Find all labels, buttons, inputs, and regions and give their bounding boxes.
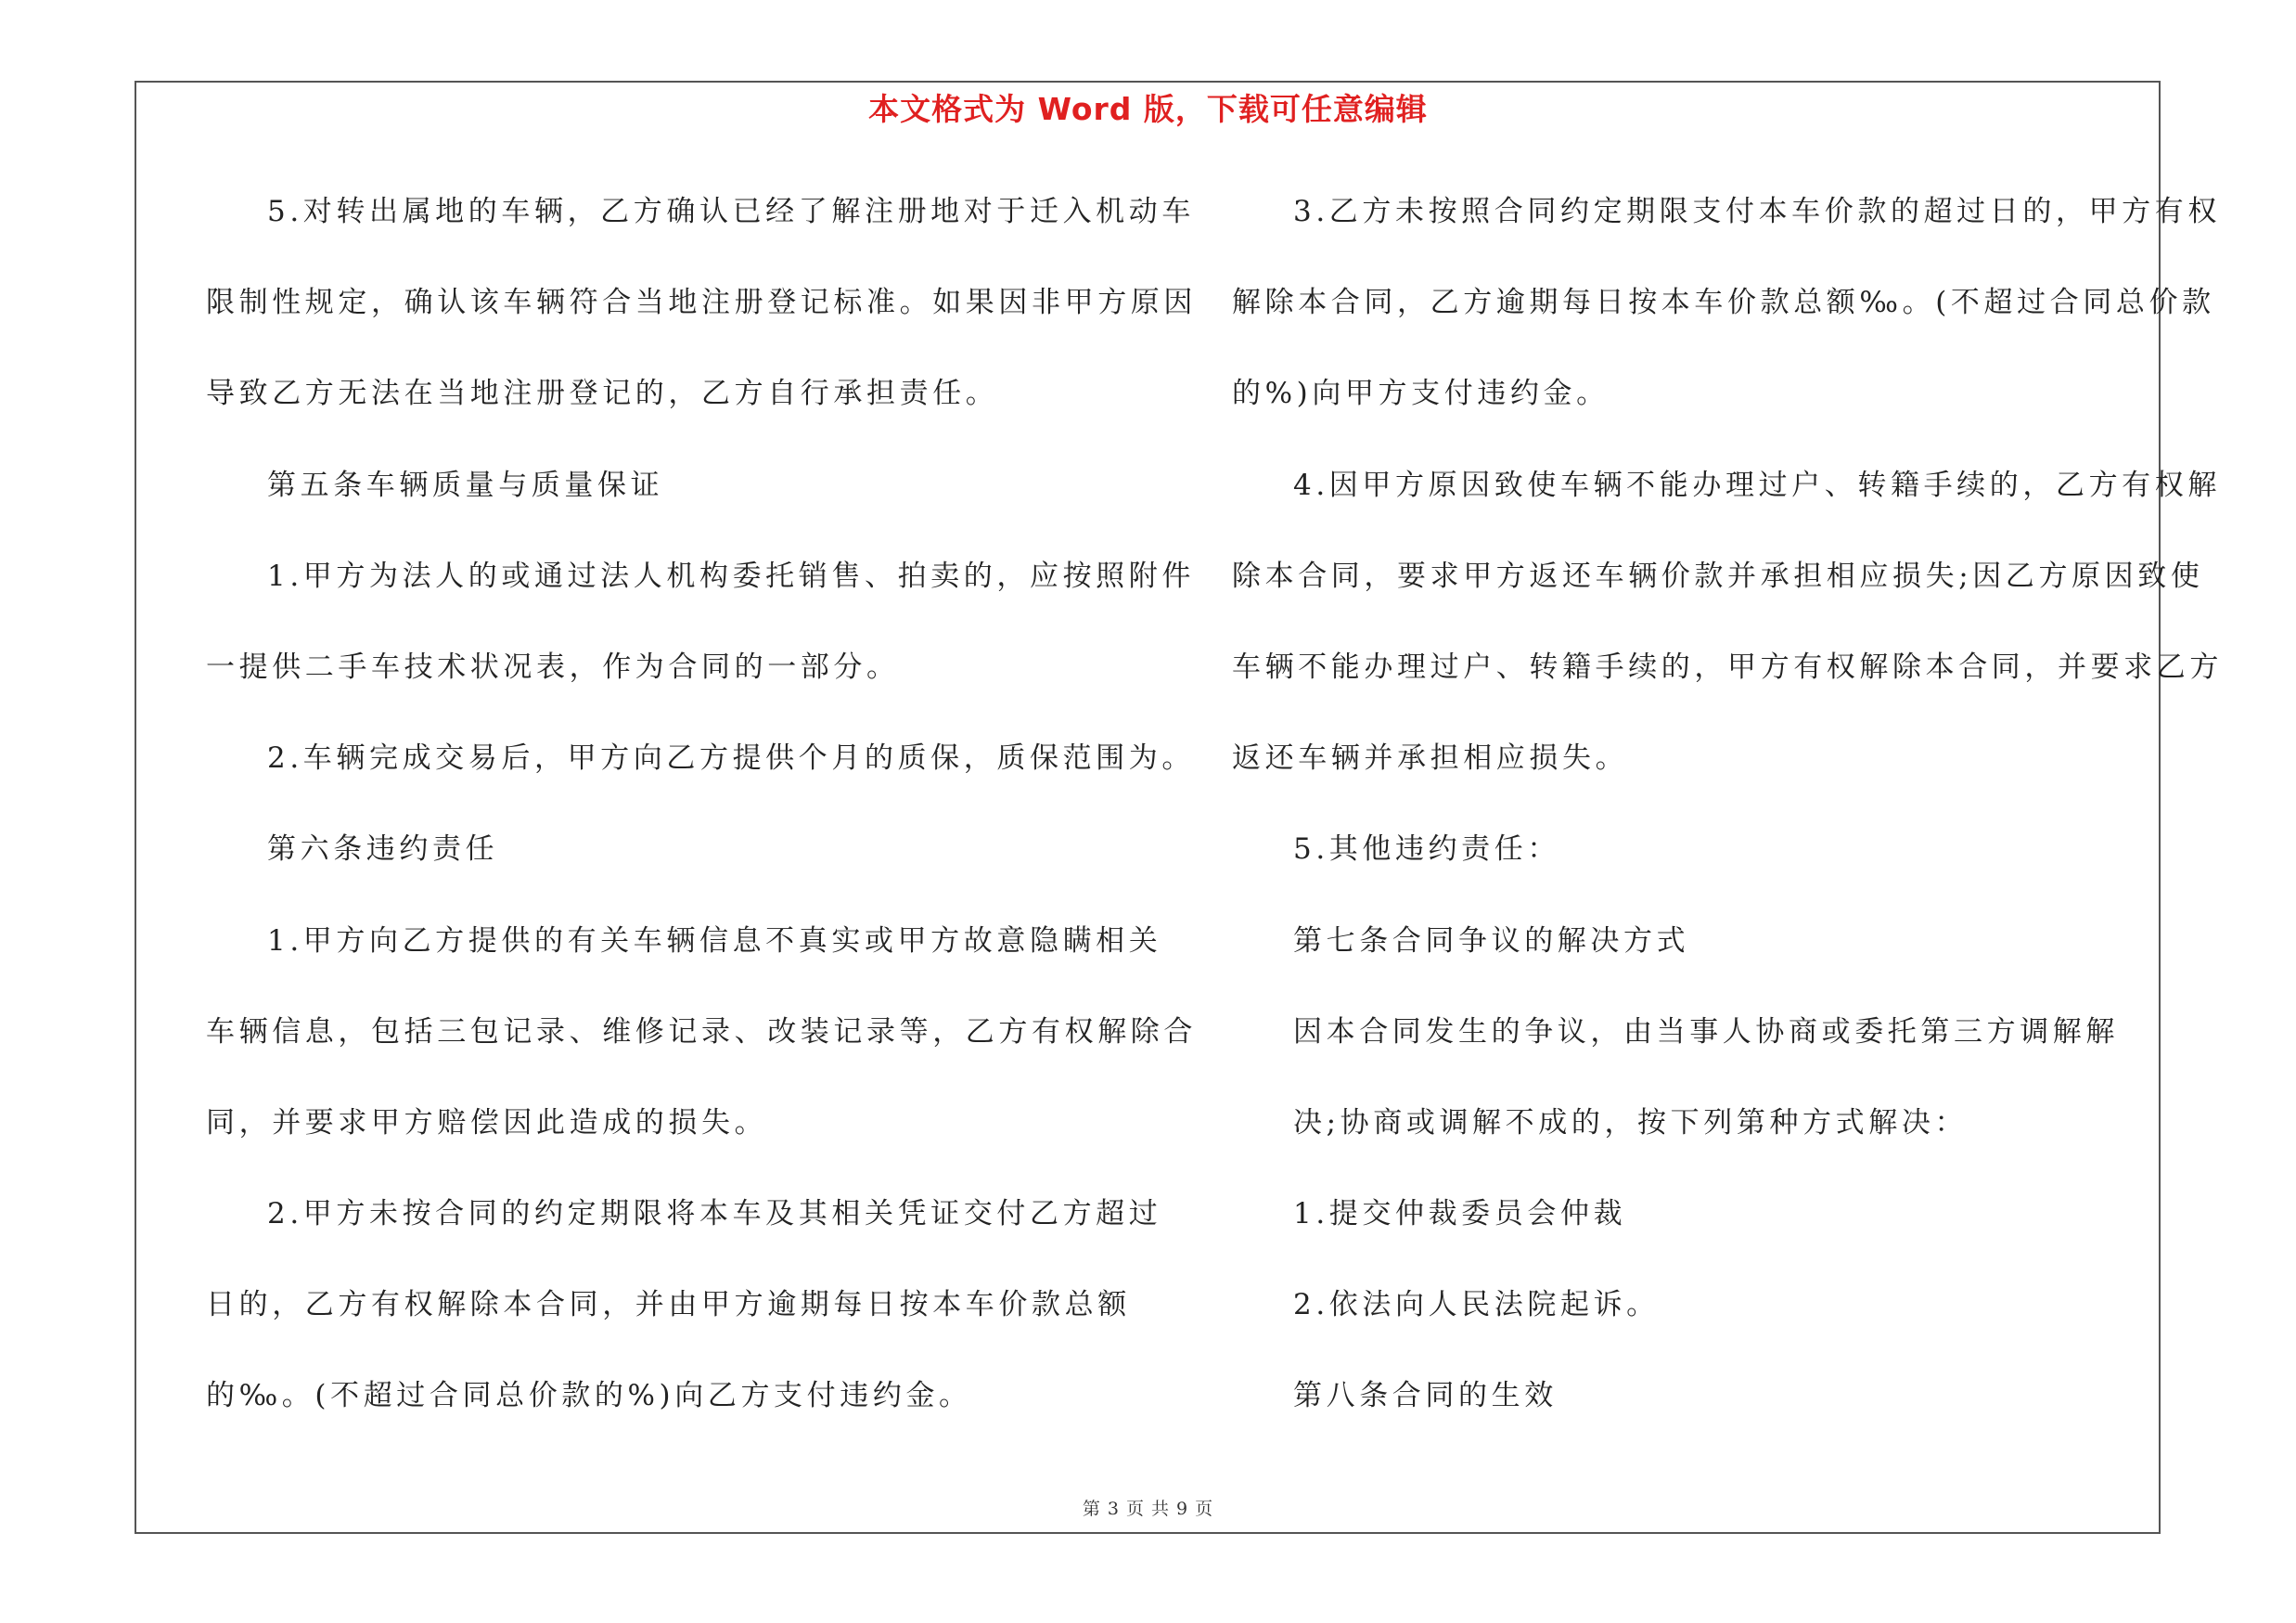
right-text-line: 解除本合同，乙方逾期每日按本车价款总额‰。(不超过合同总价款 xyxy=(1232,286,2215,320)
right-text-line: 1.提交仲裁委员会仲裁 xyxy=(1293,1197,1627,1231)
left-text-line: 1.甲方为法人的或通过法人机构委托销售、拍卖的，应按照附件 xyxy=(267,559,1195,593)
left-text-line: 2.甲方未按合同的约定期限将本车及其相关凭证交付乙方超过 xyxy=(267,1197,1162,1231)
left-text-line: 5.对转出属地的车辆，乙方确认已经了解注册地对于迁入机动车 xyxy=(267,195,1195,228)
right-text-line: 返还车辆并承担相应损失。 xyxy=(1232,741,1629,776)
left-text-line: 日的，乙方有权解除本合同，并由甲方逾期每日按本车价款总额 xyxy=(206,1288,1131,1322)
right-text-line: 4.因甲方原因致使车辆不能办理过户、转籍手续的，乙方有权解 xyxy=(1293,468,2221,502)
right-text-line: 除本合同，要求甲方返还车辆价款并承担相应损失;因乙方原因致使 xyxy=(1232,559,2204,593)
left-text-line: 第六条违约责任 xyxy=(267,832,499,867)
right-text-line: 3.乙方未按照合同约定期限支付本车价款的超过日的，甲方有权 xyxy=(1293,195,2221,228)
left-text-line: 第五条车辆质量与质量保证 xyxy=(267,468,664,502)
left-text-line: 限制性规定，确认该车辆符合当地注册登记标准。如果因非甲方原因 xyxy=(206,286,1197,320)
right-text-line: 第八条合同的生效 xyxy=(1293,1379,1558,1413)
left-text-line: 一提供二手车技术状况表，作为合同的一部分。 xyxy=(206,650,900,684)
word-format-banner: 本文格式为 Word 版，下载可任意编辑 xyxy=(868,91,1428,127)
left-text-line: 车辆信息，包括三包记录、维修记录、改装记录等，乙方有权解除合 xyxy=(206,1014,1197,1049)
right-text-line: 2.依法向人民法院起诉。 xyxy=(1293,1288,1660,1322)
left-text-line: 的‰。(不超过合同总价款的%)向乙方支付违约金。 xyxy=(206,1379,972,1413)
right-text-line: 决;协商或调解不成的，按下列第种方式解决： xyxy=(1293,1105,1969,1140)
left-text-line: 1.甲方向乙方提供的有关车辆信息不真实或甲方故意隐瞒相关 xyxy=(267,923,1162,958)
right-text-line: 第七条合同争议的解决方式 xyxy=(1293,923,1690,958)
right-text-line: 的%)向甲方支付违约金。 xyxy=(1232,377,1610,411)
right-text-line: 车辆不能办理过户、转籍手续的，甲方有权解除本合同，并要求乙方 xyxy=(1232,650,2223,684)
left-text-line: 导致乙方无法在当地注册登记的，乙方自行承担责任。 xyxy=(206,377,999,411)
right-text-line: 因本合同发生的争议，由当事人协商或委托第三方调解解 xyxy=(1293,1014,2119,1049)
page-number-footer: 第 3 页 共 9 页 xyxy=(1082,1499,1214,1519)
left-column xyxy=(206,184,1197,1460)
right-column xyxy=(1232,184,2223,1460)
left-text-line: 2.车辆完成交易后，甲方向乙方提供个月的质保，质保范围为。 xyxy=(267,741,1195,776)
left-text-line: 同，并要求甲方赔偿因此造成的损失。 xyxy=(206,1105,768,1140)
right-text-line: 5.其他违约责任： xyxy=(1293,832,1560,867)
